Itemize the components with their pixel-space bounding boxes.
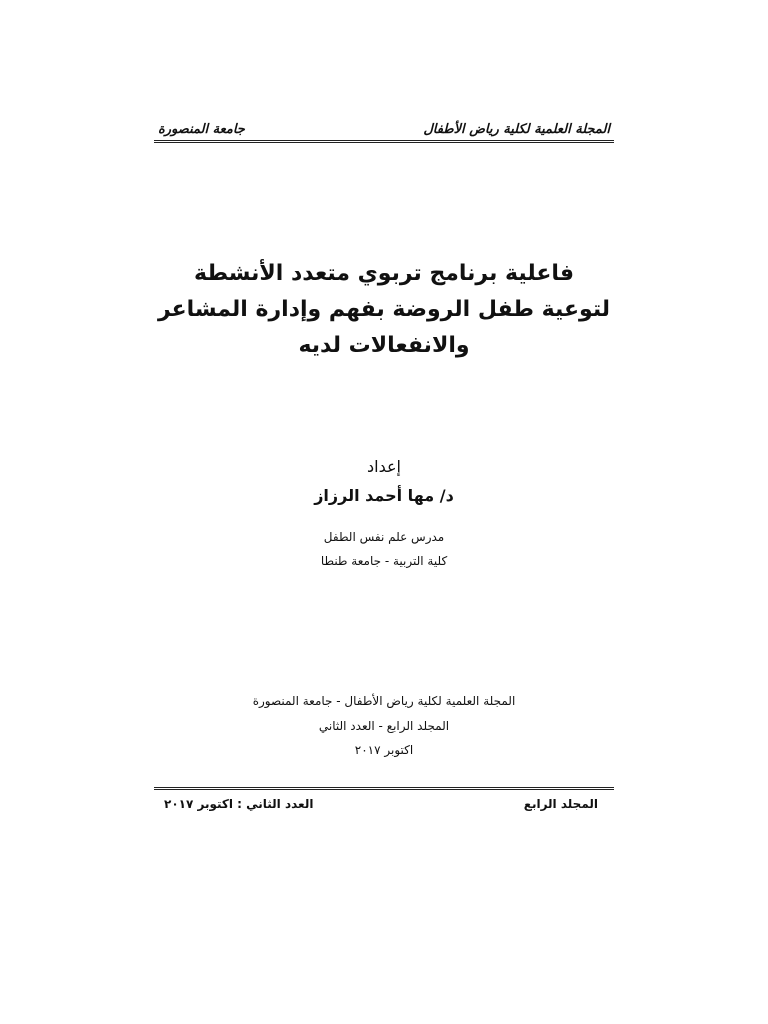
publication-volume-issue: المجلد الرابع - العدد الثاني [318, 719, 450, 733]
publication-date: اكتوبر ٢٠١٧ [354, 743, 414, 757]
author-name: د/ مها أحمد الرزاز [314, 486, 454, 505]
publication-journal: المجلة العلمية لكلية رياض الأطفال - جامعة المنصورة [252, 694, 516, 708]
author-position: مدرس علم نفس الطفل [323, 530, 445, 544]
header-divider [154, 140, 614, 143]
author-faculty: كلية التربية - جامعة طنطا [320, 554, 448, 568]
title-line-3: والانفعالات لديه [298, 333, 470, 358]
prepared-by-label: إعداد [367, 457, 401, 476]
paper-title [154, 256, 614, 364]
footer-divider [154, 787, 614, 790]
footer-volume: المجلد الرابع [523, 797, 598, 811]
footer-issue: العدد الثاني : اكتوبر ٢٠١٧ [164, 797, 314, 811]
header-journal-name: المجلة العلمية لكلية رياض الأطفال [423, 122, 610, 137]
title-line-1: فاعلية برنامج تربوي متعدد الأنشطة [193, 261, 575, 286]
header-university-name: جامعة المنصورة [158, 122, 245, 137]
title-line-2: لتوعية طفل الروضة بفهم وإدارة المشاعر [157, 297, 611, 322]
